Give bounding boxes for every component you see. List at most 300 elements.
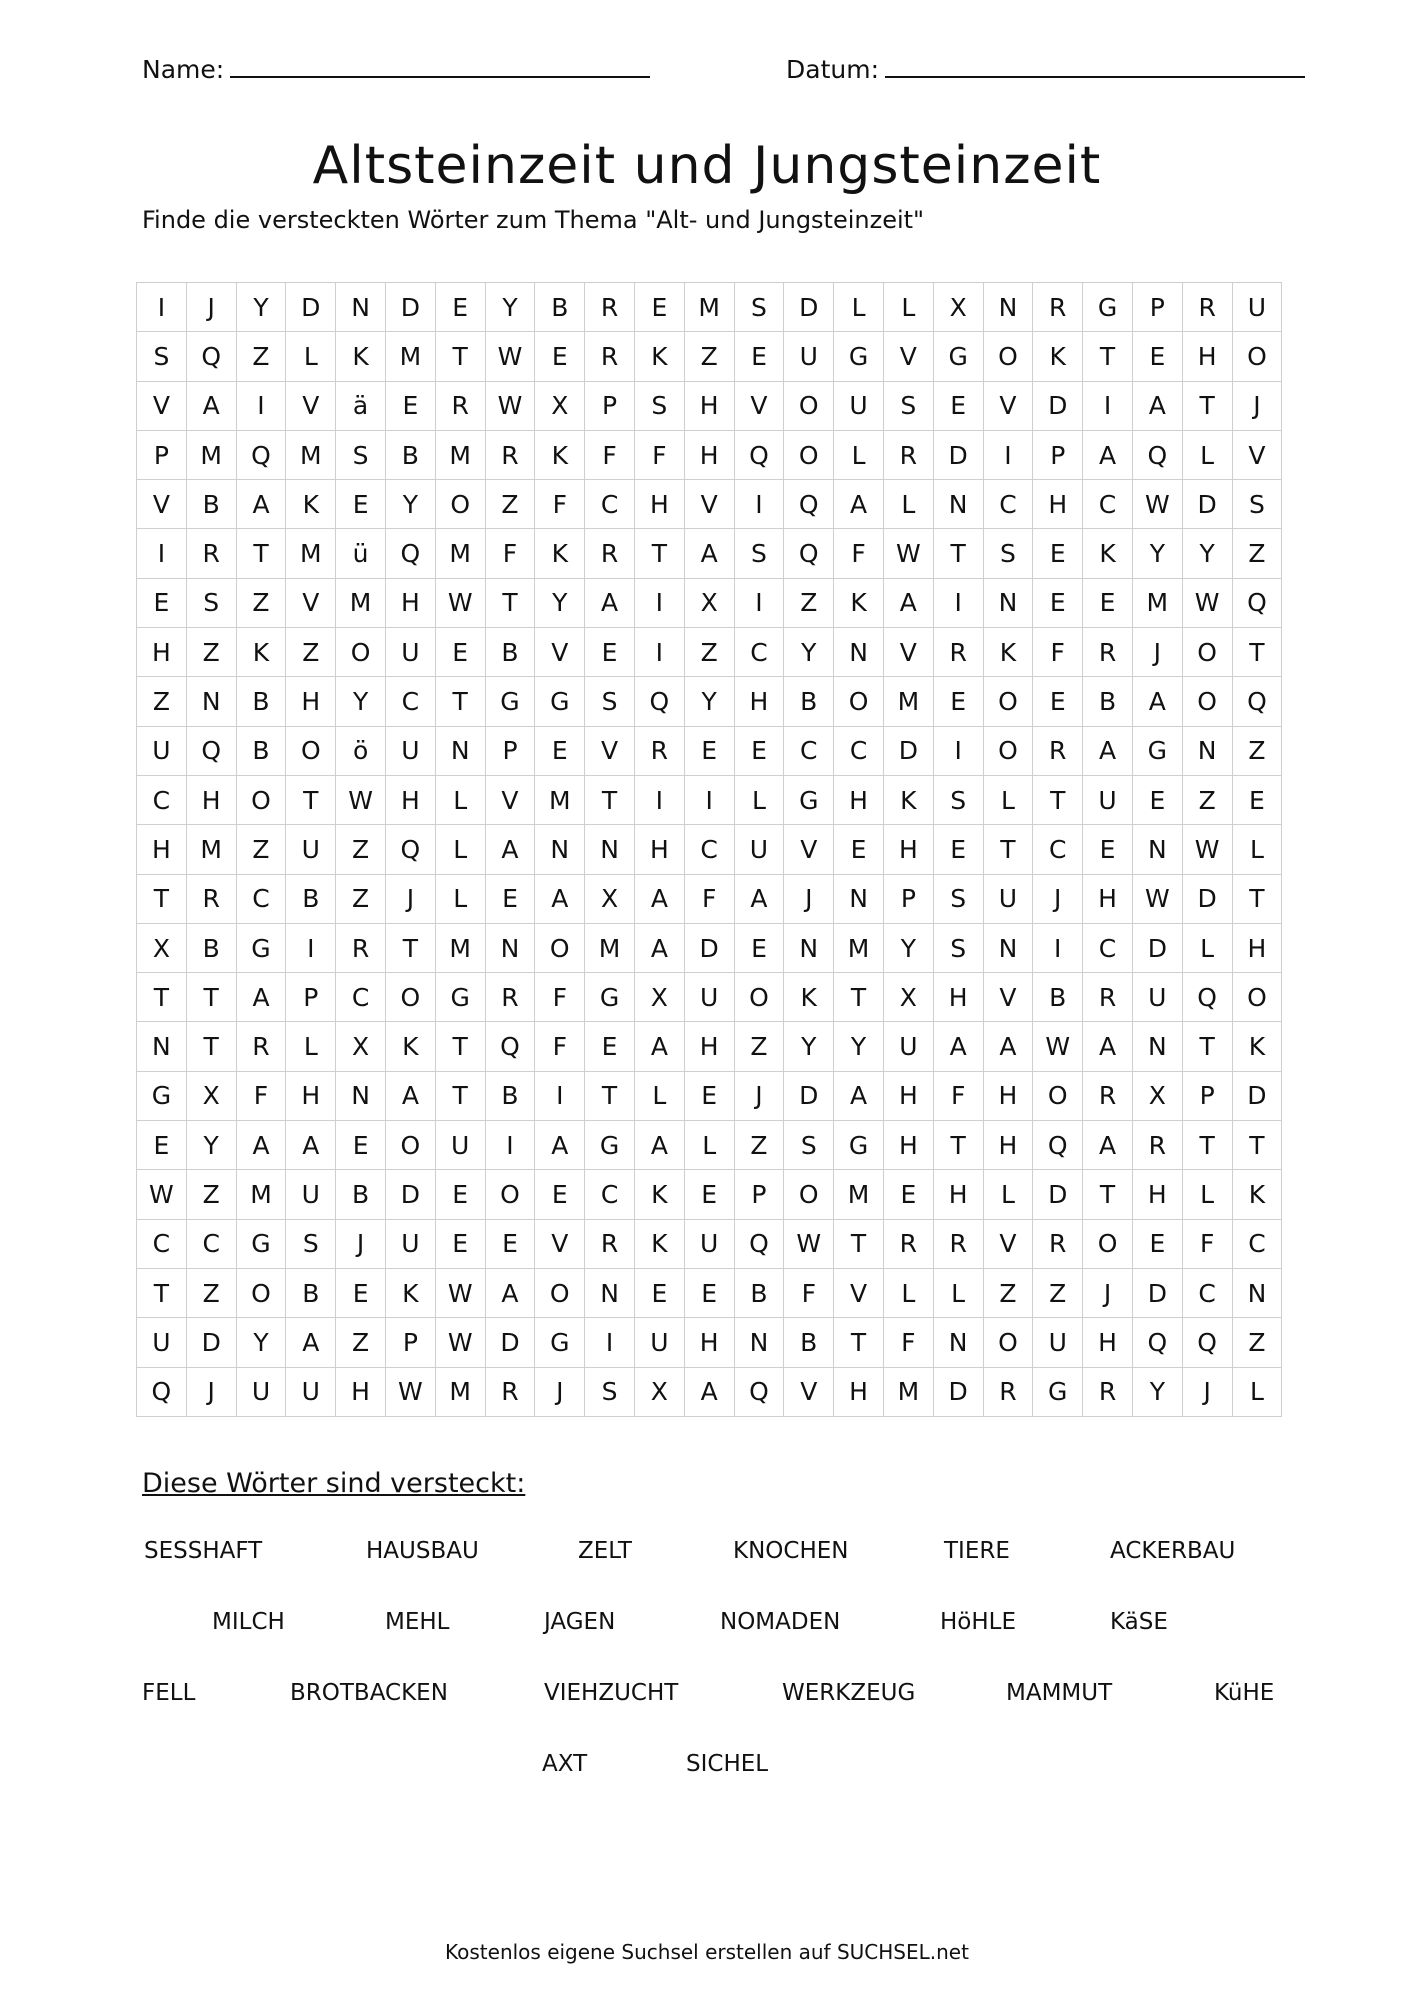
- grid-cell[interactable]: R: [585, 1219, 635, 1268]
- grid-cell[interactable]: O: [784, 381, 834, 430]
- grid-cell[interactable]: H: [983, 1121, 1033, 1170]
- grid-cell[interactable]: R: [485, 1367, 535, 1416]
- grid-cell[interactable]: C: [684, 825, 734, 874]
- grid-cell[interactable]: N: [137, 1022, 187, 1071]
- grid-cell[interactable]: T: [933, 1121, 983, 1170]
- grid-cell[interactable]: M: [236, 1170, 286, 1219]
- grid-cell[interactable]: A: [1083, 1022, 1133, 1071]
- grid-cell[interactable]: A: [734, 874, 784, 923]
- grid-cell[interactable]: L: [983, 1170, 1033, 1219]
- grid-cell[interactable]: E: [684, 1071, 734, 1120]
- grid-cell[interactable]: F: [485, 529, 535, 578]
- grid-cell[interactable]: A: [634, 1022, 684, 1071]
- grid-cell[interactable]: L: [1232, 825, 1282, 874]
- grid-cell[interactable]: S: [983, 529, 1033, 578]
- grid-cell[interactable]: D: [286, 283, 336, 332]
- grid-cell[interactable]: M: [585, 923, 635, 972]
- grid-cell[interactable]: Q: [1182, 973, 1232, 1022]
- grid-cell[interactable]: U: [883, 1022, 933, 1071]
- grid-cell[interactable]: N: [1132, 1022, 1182, 1071]
- grid-cell[interactable]: T: [983, 825, 1033, 874]
- grid-cell[interactable]: V: [485, 775, 535, 824]
- grid-cell[interactable]: Q: [784, 529, 834, 578]
- grid-cell[interactable]: C: [137, 775, 187, 824]
- grid-cell[interactable]: Y: [1182, 529, 1232, 578]
- grid-cell[interactable]: Q: [734, 430, 784, 479]
- grid-cell[interactable]: H: [137, 628, 187, 677]
- grid-cell[interactable]: Z: [734, 1022, 784, 1071]
- grid-cell[interactable]: B: [1033, 973, 1083, 1022]
- grid-cell[interactable]: J: [186, 283, 236, 332]
- grid-cell[interactable]: X: [883, 973, 933, 1022]
- grid-cell[interactable]: O: [1182, 677, 1232, 726]
- grid-cell[interactable]: E: [883, 1170, 933, 1219]
- grid-cell[interactable]: V: [137, 480, 187, 529]
- grid-cell[interactable]: X: [634, 973, 684, 1022]
- grid-cell[interactable]: O: [784, 1170, 834, 1219]
- grid-cell[interactable]: J: [186, 1367, 236, 1416]
- grid-cell[interactable]: K: [535, 430, 585, 479]
- grid-cell[interactable]: T: [1182, 1022, 1232, 1071]
- grid-cell[interactable]: N: [485, 923, 535, 972]
- grid-cell[interactable]: A: [385, 1071, 435, 1120]
- grid-cell[interactable]: E: [385, 381, 435, 430]
- grid-cell[interactable]: N: [734, 1318, 784, 1367]
- grid-cell[interactable]: Y: [186, 1121, 236, 1170]
- grid-cell[interactable]: A: [236, 973, 286, 1022]
- grid-cell[interactable]: I: [933, 578, 983, 627]
- grid-cell[interactable]: X: [933, 283, 983, 332]
- grid-cell[interactable]: S: [585, 1367, 635, 1416]
- grid-cell[interactable]: P: [734, 1170, 784, 1219]
- grid-cell[interactable]: F: [933, 1071, 983, 1120]
- grid-cell[interactable]: S: [634, 381, 684, 430]
- grid-cell[interactable]: R: [585, 283, 635, 332]
- grid-cell[interactable]: R: [336, 923, 386, 972]
- grid-cell[interactable]: S: [286, 1219, 336, 1268]
- grid-cell[interactable]: B: [485, 1071, 535, 1120]
- grid-cell[interactable]: B: [186, 480, 236, 529]
- grid-cell[interactable]: K: [535, 529, 585, 578]
- grid-cell[interactable]: E: [684, 1268, 734, 1317]
- grid-cell[interactable]: G: [236, 923, 286, 972]
- grid-cell[interactable]: U: [1033, 1318, 1083, 1367]
- grid-cell[interactable]: W: [435, 1268, 485, 1317]
- grid-cell[interactable]: B: [236, 677, 286, 726]
- grid-cell[interactable]: Z: [186, 1268, 236, 1317]
- grid-cell[interactable]: A: [485, 825, 535, 874]
- grid-cell[interactable]: A: [535, 874, 585, 923]
- grid-cell[interactable]: P: [1033, 430, 1083, 479]
- grid-cell[interactable]: D: [883, 726, 933, 775]
- grid-cell[interactable]: Q: [236, 430, 286, 479]
- grid-cell[interactable]: W: [336, 775, 386, 824]
- grid-cell[interactable]: W: [1182, 578, 1232, 627]
- grid-cell[interactable]: O: [734, 973, 784, 1022]
- grid-cell[interactable]: G: [1083, 283, 1133, 332]
- grid-cell[interactable]: O: [983, 726, 1033, 775]
- grid-cell[interactable]: E: [684, 1170, 734, 1219]
- word-search-grid[interactable]: [136, 282, 1282, 1417]
- grid-cell[interactable]: D: [784, 1071, 834, 1120]
- grid-cell[interactable]: A: [1083, 726, 1133, 775]
- grid-cell[interactable]: T: [585, 1071, 635, 1120]
- grid-cell[interactable]: C: [385, 677, 435, 726]
- grid-cell[interactable]: Z: [286, 628, 336, 677]
- grid-cell[interactable]: G: [435, 973, 485, 1022]
- grid-cell[interactable]: K: [784, 973, 834, 1022]
- grid-cell[interactable]: L: [734, 775, 784, 824]
- grid-cell[interactable]: S: [1232, 480, 1282, 529]
- grid-cell[interactable]: E: [435, 628, 485, 677]
- grid-cell[interactable]: E: [1083, 825, 1133, 874]
- grid-cell[interactable]: J: [1083, 1268, 1133, 1317]
- grid-cell[interactable]: T: [1083, 1170, 1133, 1219]
- grid-cell[interactable]: E: [585, 1022, 635, 1071]
- grid-cell[interactable]: P: [137, 430, 187, 479]
- grid-cell[interactable]: Y: [485, 283, 535, 332]
- grid-cell[interactable]: S: [933, 923, 983, 972]
- grid-cell[interactable]: S: [734, 529, 784, 578]
- grid-cell[interactable]: A: [883, 578, 933, 627]
- grid-cell[interactable]: I: [684, 775, 734, 824]
- grid-cell[interactable]: R: [186, 529, 236, 578]
- grid-cell[interactable]: Y: [1132, 529, 1182, 578]
- grid-cell[interactable]: C: [137, 1219, 187, 1268]
- grid-cell[interactable]: H: [834, 1367, 884, 1416]
- grid-cell[interactable]: I: [734, 578, 784, 627]
- grid-cell[interactable]: R: [435, 381, 485, 430]
- grid-cell[interactable]: W: [485, 332, 535, 381]
- grid-cell[interactable]: V: [535, 1219, 585, 1268]
- grid-cell[interactable]: Y: [535, 578, 585, 627]
- grid-cell[interactable]: H: [634, 825, 684, 874]
- grid-cell[interactable]: M: [435, 1367, 485, 1416]
- grid-cell[interactable]: G: [585, 1121, 635, 1170]
- grid-cell[interactable]: A: [834, 480, 884, 529]
- grid-cell[interactable]: S: [784, 1121, 834, 1170]
- grid-cell[interactable]: M: [834, 1170, 884, 1219]
- grid-cell[interactable]: C: [1083, 480, 1133, 529]
- grid-cell[interactable]: Z: [236, 332, 286, 381]
- grid-cell[interactable]: F: [535, 480, 585, 529]
- grid-cell[interactable]: T: [834, 973, 884, 1022]
- grid-cell[interactable]: E: [1033, 529, 1083, 578]
- grid-cell[interactable]: E: [1033, 677, 1083, 726]
- grid-cell[interactable]: H: [1182, 332, 1232, 381]
- grid-cell[interactable]: I: [634, 628, 684, 677]
- grid-cell[interactable]: Q: [1232, 578, 1282, 627]
- grid-cell[interactable]: R: [1033, 283, 1083, 332]
- grid-cell[interactable]: L: [1182, 1170, 1232, 1219]
- grid-cell[interactable]: C: [236, 874, 286, 923]
- grid-cell[interactable]: O: [1232, 332, 1282, 381]
- grid-cell[interactable]: Z: [336, 825, 386, 874]
- grid-cell[interactable]: V: [983, 1219, 1033, 1268]
- grid-cell[interactable]: T: [1232, 874, 1282, 923]
- grid-cell[interactable]: E: [1232, 775, 1282, 824]
- grid-cell[interactable]: C: [585, 1170, 635, 1219]
- grid-cell[interactable]: W: [1033, 1022, 1083, 1071]
- grid-cell[interactable]: S: [585, 677, 635, 726]
- grid-cell[interactable]: B: [336, 1170, 386, 1219]
- grid-cell[interactable]: H: [1083, 1318, 1133, 1367]
- grid-cell[interactable]: M: [1132, 578, 1182, 627]
- grid-cell[interactable]: N: [983, 578, 1033, 627]
- grid-cell[interactable]: K: [336, 332, 386, 381]
- grid-cell[interactable]: F: [585, 430, 635, 479]
- grid-cell[interactable]: Q: [734, 1219, 784, 1268]
- grid-cell[interactable]: H: [834, 775, 884, 824]
- grid-cell[interactable]: V: [734, 381, 784, 430]
- grid-cell[interactable]: Z: [336, 1318, 386, 1367]
- grid-cell[interactable]: Z: [684, 332, 734, 381]
- grid-cell[interactable]: C: [1033, 825, 1083, 874]
- grid-cell[interactable]: E: [634, 283, 684, 332]
- grid-cell[interactable]: E: [933, 825, 983, 874]
- grid-cell[interactable]: T: [834, 1318, 884, 1367]
- grid-cell[interactable]: Q: [784, 480, 834, 529]
- grid-cell[interactable]: U: [286, 825, 336, 874]
- grid-cell[interactable]: N: [435, 726, 485, 775]
- grid-cell[interactable]: Y: [1132, 1367, 1182, 1416]
- grid-cell[interactable]: V: [535, 628, 585, 677]
- grid-cell[interactable]: F: [883, 1318, 933, 1367]
- grid-cell[interactable]: U: [286, 1367, 336, 1416]
- grid-cell[interactable]: T: [286, 775, 336, 824]
- grid-cell[interactable]: N: [933, 1318, 983, 1367]
- grid-cell[interactable]: I: [634, 578, 684, 627]
- grid-cell[interactable]: Z: [983, 1268, 1033, 1317]
- grid-cell[interactable]: E: [435, 283, 485, 332]
- grid-cell[interactable]: G: [784, 775, 834, 824]
- grid-cell[interactable]: W: [784, 1219, 834, 1268]
- grid-cell[interactable]: H: [684, 1318, 734, 1367]
- grid-cell[interactable]: Z: [186, 1170, 236, 1219]
- grid-cell[interactable]: U: [385, 628, 435, 677]
- grid-cell[interactable]: V: [684, 480, 734, 529]
- grid-cell[interactable]: V: [137, 381, 187, 430]
- grid-cell[interactable]: B: [485, 628, 535, 677]
- grid-cell[interactable]: S: [883, 381, 933, 430]
- grid-cell[interactable]: O: [983, 677, 1033, 726]
- grid-cell[interactable]: X: [585, 874, 635, 923]
- grid-cell[interactable]: V: [286, 578, 336, 627]
- grid-cell[interactable]: L: [883, 480, 933, 529]
- grid-cell[interactable]: T: [137, 973, 187, 1022]
- grid-cell[interactable]: U: [1083, 775, 1133, 824]
- grid-cell[interactable]: L: [1182, 430, 1232, 479]
- grid-cell[interactable]: A: [834, 1071, 884, 1120]
- grid-cell[interactable]: H: [734, 677, 784, 726]
- grid-cell[interactable]: O: [385, 973, 435, 1022]
- grid-cell[interactable]: Q: [734, 1367, 784, 1416]
- grid-cell[interactable]: H: [385, 775, 435, 824]
- grid-cell[interactable]: T: [585, 775, 635, 824]
- grid-cell[interactable]: Z: [186, 628, 236, 677]
- grid-cell[interactable]: H: [286, 1071, 336, 1120]
- grid-cell[interactable]: U: [137, 726, 187, 775]
- grid-cell[interactable]: T: [1083, 332, 1133, 381]
- grid-cell[interactable]: G: [485, 677, 535, 726]
- grid-cell[interactable]: B: [784, 1318, 834, 1367]
- grid-cell[interactable]: T: [186, 973, 236, 1022]
- grid-cell[interactable]: W: [1132, 874, 1182, 923]
- grid-cell[interactable]: Z: [336, 874, 386, 923]
- grid-cell[interactable]: H: [933, 973, 983, 1022]
- grid-cell[interactable]: T: [485, 578, 535, 627]
- grid-cell[interactable]: B: [734, 1268, 784, 1317]
- grid-cell[interactable]: A: [684, 1367, 734, 1416]
- grid-cell[interactable]: E: [734, 726, 784, 775]
- grid-cell[interactable]: E: [1083, 578, 1133, 627]
- grid-cell[interactable]: F: [784, 1268, 834, 1317]
- grid-cell[interactable]: P: [585, 381, 635, 430]
- grid-cell[interactable]: B: [236, 726, 286, 775]
- grid-cell[interactable]: C: [734, 628, 784, 677]
- grid-cell[interactable]: V: [585, 726, 635, 775]
- grid-cell[interactable]: J: [336, 1219, 386, 1268]
- grid-cell[interactable]: D: [784, 283, 834, 332]
- grid-cell[interactable]: J: [1182, 1367, 1232, 1416]
- grid-cell[interactable]: L: [983, 775, 1033, 824]
- grid-cell[interactable]: A: [535, 1121, 585, 1170]
- grid-cell[interactable]: R: [1132, 1121, 1182, 1170]
- grid-cell[interactable]: L: [286, 1022, 336, 1071]
- grid-cell[interactable]: L: [883, 283, 933, 332]
- grid-cell[interactable]: A: [634, 874, 684, 923]
- grid-cell[interactable]: A: [585, 578, 635, 627]
- grid-cell[interactable]: C: [1182, 1268, 1232, 1317]
- grid-cell[interactable]: C: [1083, 923, 1133, 972]
- grid-cell[interactable]: U: [684, 1219, 734, 1268]
- grid-cell[interactable]: Q: [1033, 1121, 1083, 1170]
- grid-cell[interactable]: U: [634, 1318, 684, 1367]
- grid-cell[interactable]: G: [1033, 1367, 1083, 1416]
- grid-cell[interactable]: E: [684, 726, 734, 775]
- grid-cell[interactable]: Z: [784, 578, 834, 627]
- grid-cell[interactable]: D: [1132, 923, 1182, 972]
- grid-cell[interactable]: O: [983, 332, 1033, 381]
- grid-cell[interactable]: Y: [236, 1318, 286, 1367]
- grid-cell[interactable]: V: [834, 1268, 884, 1317]
- grid-cell[interactable]: D: [1182, 874, 1232, 923]
- grid-cell[interactable]: T: [435, 1022, 485, 1071]
- grid-cell[interactable]: K: [834, 578, 884, 627]
- grid-cell[interactable]: R: [585, 529, 635, 578]
- grid-cell[interactable]: A: [1083, 1121, 1133, 1170]
- grid-cell[interactable]: Q: [1132, 430, 1182, 479]
- grid-cell[interactable]: D: [385, 1170, 435, 1219]
- grid-cell[interactable]: R: [485, 430, 535, 479]
- grid-cell[interactable]: O: [983, 1318, 1033, 1367]
- grid-cell[interactable]: E: [1132, 775, 1182, 824]
- grid-cell[interactable]: O: [1083, 1219, 1133, 1268]
- grid-cell[interactable]: S: [734, 283, 784, 332]
- grid-cell[interactable]: O: [1033, 1071, 1083, 1120]
- grid-cell[interactable]: J: [1232, 381, 1282, 430]
- grid-cell[interactable]: R: [585, 332, 635, 381]
- grid-cell[interactable]: E: [535, 1170, 585, 1219]
- grid-cell[interactable]: W: [1132, 480, 1182, 529]
- grid-cell[interactable]: G: [236, 1219, 286, 1268]
- grid-cell[interactable]: P: [1132, 283, 1182, 332]
- grid-cell[interactable]: R: [983, 1367, 1033, 1416]
- grid-cell[interactable]: F: [1182, 1219, 1232, 1268]
- grid-cell[interactable]: X: [535, 381, 585, 430]
- grid-cell[interactable]: Q: [385, 529, 435, 578]
- grid-cell[interactable]: Z: [236, 825, 286, 874]
- grid-cell[interactable]: K: [634, 1219, 684, 1268]
- grid-cell[interactable]: T: [834, 1219, 884, 1268]
- grid-cell[interactable]: E: [1132, 332, 1182, 381]
- grid-cell[interactable]: S: [336, 430, 386, 479]
- grid-cell[interactable]: V: [883, 628, 933, 677]
- grid-cell[interactable]: I: [933, 726, 983, 775]
- grid-cell[interactable]: A: [933, 1022, 983, 1071]
- grid-cell[interactable]: F: [834, 529, 884, 578]
- grid-cell[interactable]: Z: [236, 578, 286, 627]
- grid-cell[interactable]: I: [286, 923, 336, 972]
- date-line[interactable]: [885, 54, 1305, 78]
- grid-cell[interactable]: B: [784, 677, 834, 726]
- grid-cell[interactable]: A: [286, 1121, 336, 1170]
- grid-cell[interactable]: H: [1033, 480, 1083, 529]
- grid-cell[interactable]: M: [435, 430, 485, 479]
- grid-cell[interactable]: N: [1132, 825, 1182, 874]
- grid-cell[interactable]: A: [983, 1022, 1033, 1071]
- grid-cell[interactable]: H: [286, 677, 336, 726]
- grid-cell[interactable]: O: [535, 923, 585, 972]
- grid-cell[interactable]: D: [1132, 1268, 1182, 1317]
- grid-cell[interactable]: U: [286, 1170, 336, 1219]
- grid-cell[interactable]: C: [834, 726, 884, 775]
- grid-cell[interactable]: N: [834, 874, 884, 923]
- grid-cell[interactable]: M: [286, 529, 336, 578]
- grid-cell[interactable]: Z: [734, 1121, 784, 1170]
- grid-cell[interactable]: Z: [1033, 1268, 1083, 1317]
- grid-cell[interactable]: N: [585, 825, 635, 874]
- grid-cell[interactable]: A: [634, 923, 684, 972]
- grid-cell[interactable]: N: [336, 1071, 386, 1120]
- grid-cell[interactable]: E: [485, 874, 535, 923]
- grid-cell[interactable]: W: [137, 1170, 187, 1219]
- grid-cell[interactable]: T: [435, 332, 485, 381]
- grid-cell[interactable]: V: [784, 1367, 834, 1416]
- grid-cell[interactable]: E: [137, 578, 187, 627]
- grid-cell[interactable]: B: [385, 430, 435, 479]
- grid-cell[interactable]: O: [286, 726, 336, 775]
- grid-cell[interactable]: B: [186, 923, 236, 972]
- grid-cell[interactable]: Z: [485, 480, 535, 529]
- grid-cell[interactable]: R: [933, 1219, 983, 1268]
- grid-cell[interactable]: ö: [336, 726, 386, 775]
- grid-cell[interactable]: U: [385, 1219, 435, 1268]
- grid-cell[interactable]: R: [1083, 1367, 1133, 1416]
- grid-cell[interactable]: U: [435, 1121, 485, 1170]
- grid-cell[interactable]: H: [385, 578, 435, 627]
- grid-cell[interactable]: R: [1083, 1071, 1133, 1120]
- grid-cell[interactable]: H: [684, 1022, 734, 1071]
- grid-cell[interactable]: W: [1182, 825, 1232, 874]
- grid-cell[interactable]: L: [834, 283, 884, 332]
- grid-cell[interactable]: Q: [1232, 677, 1282, 726]
- grid-cell[interactable]: E: [734, 332, 784, 381]
- grid-cell[interactable]: N: [834, 628, 884, 677]
- grid-cell[interactable]: L: [435, 874, 485, 923]
- grid-cell[interactable]: L: [435, 825, 485, 874]
- grid-cell[interactable]: K: [883, 775, 933, 824]
